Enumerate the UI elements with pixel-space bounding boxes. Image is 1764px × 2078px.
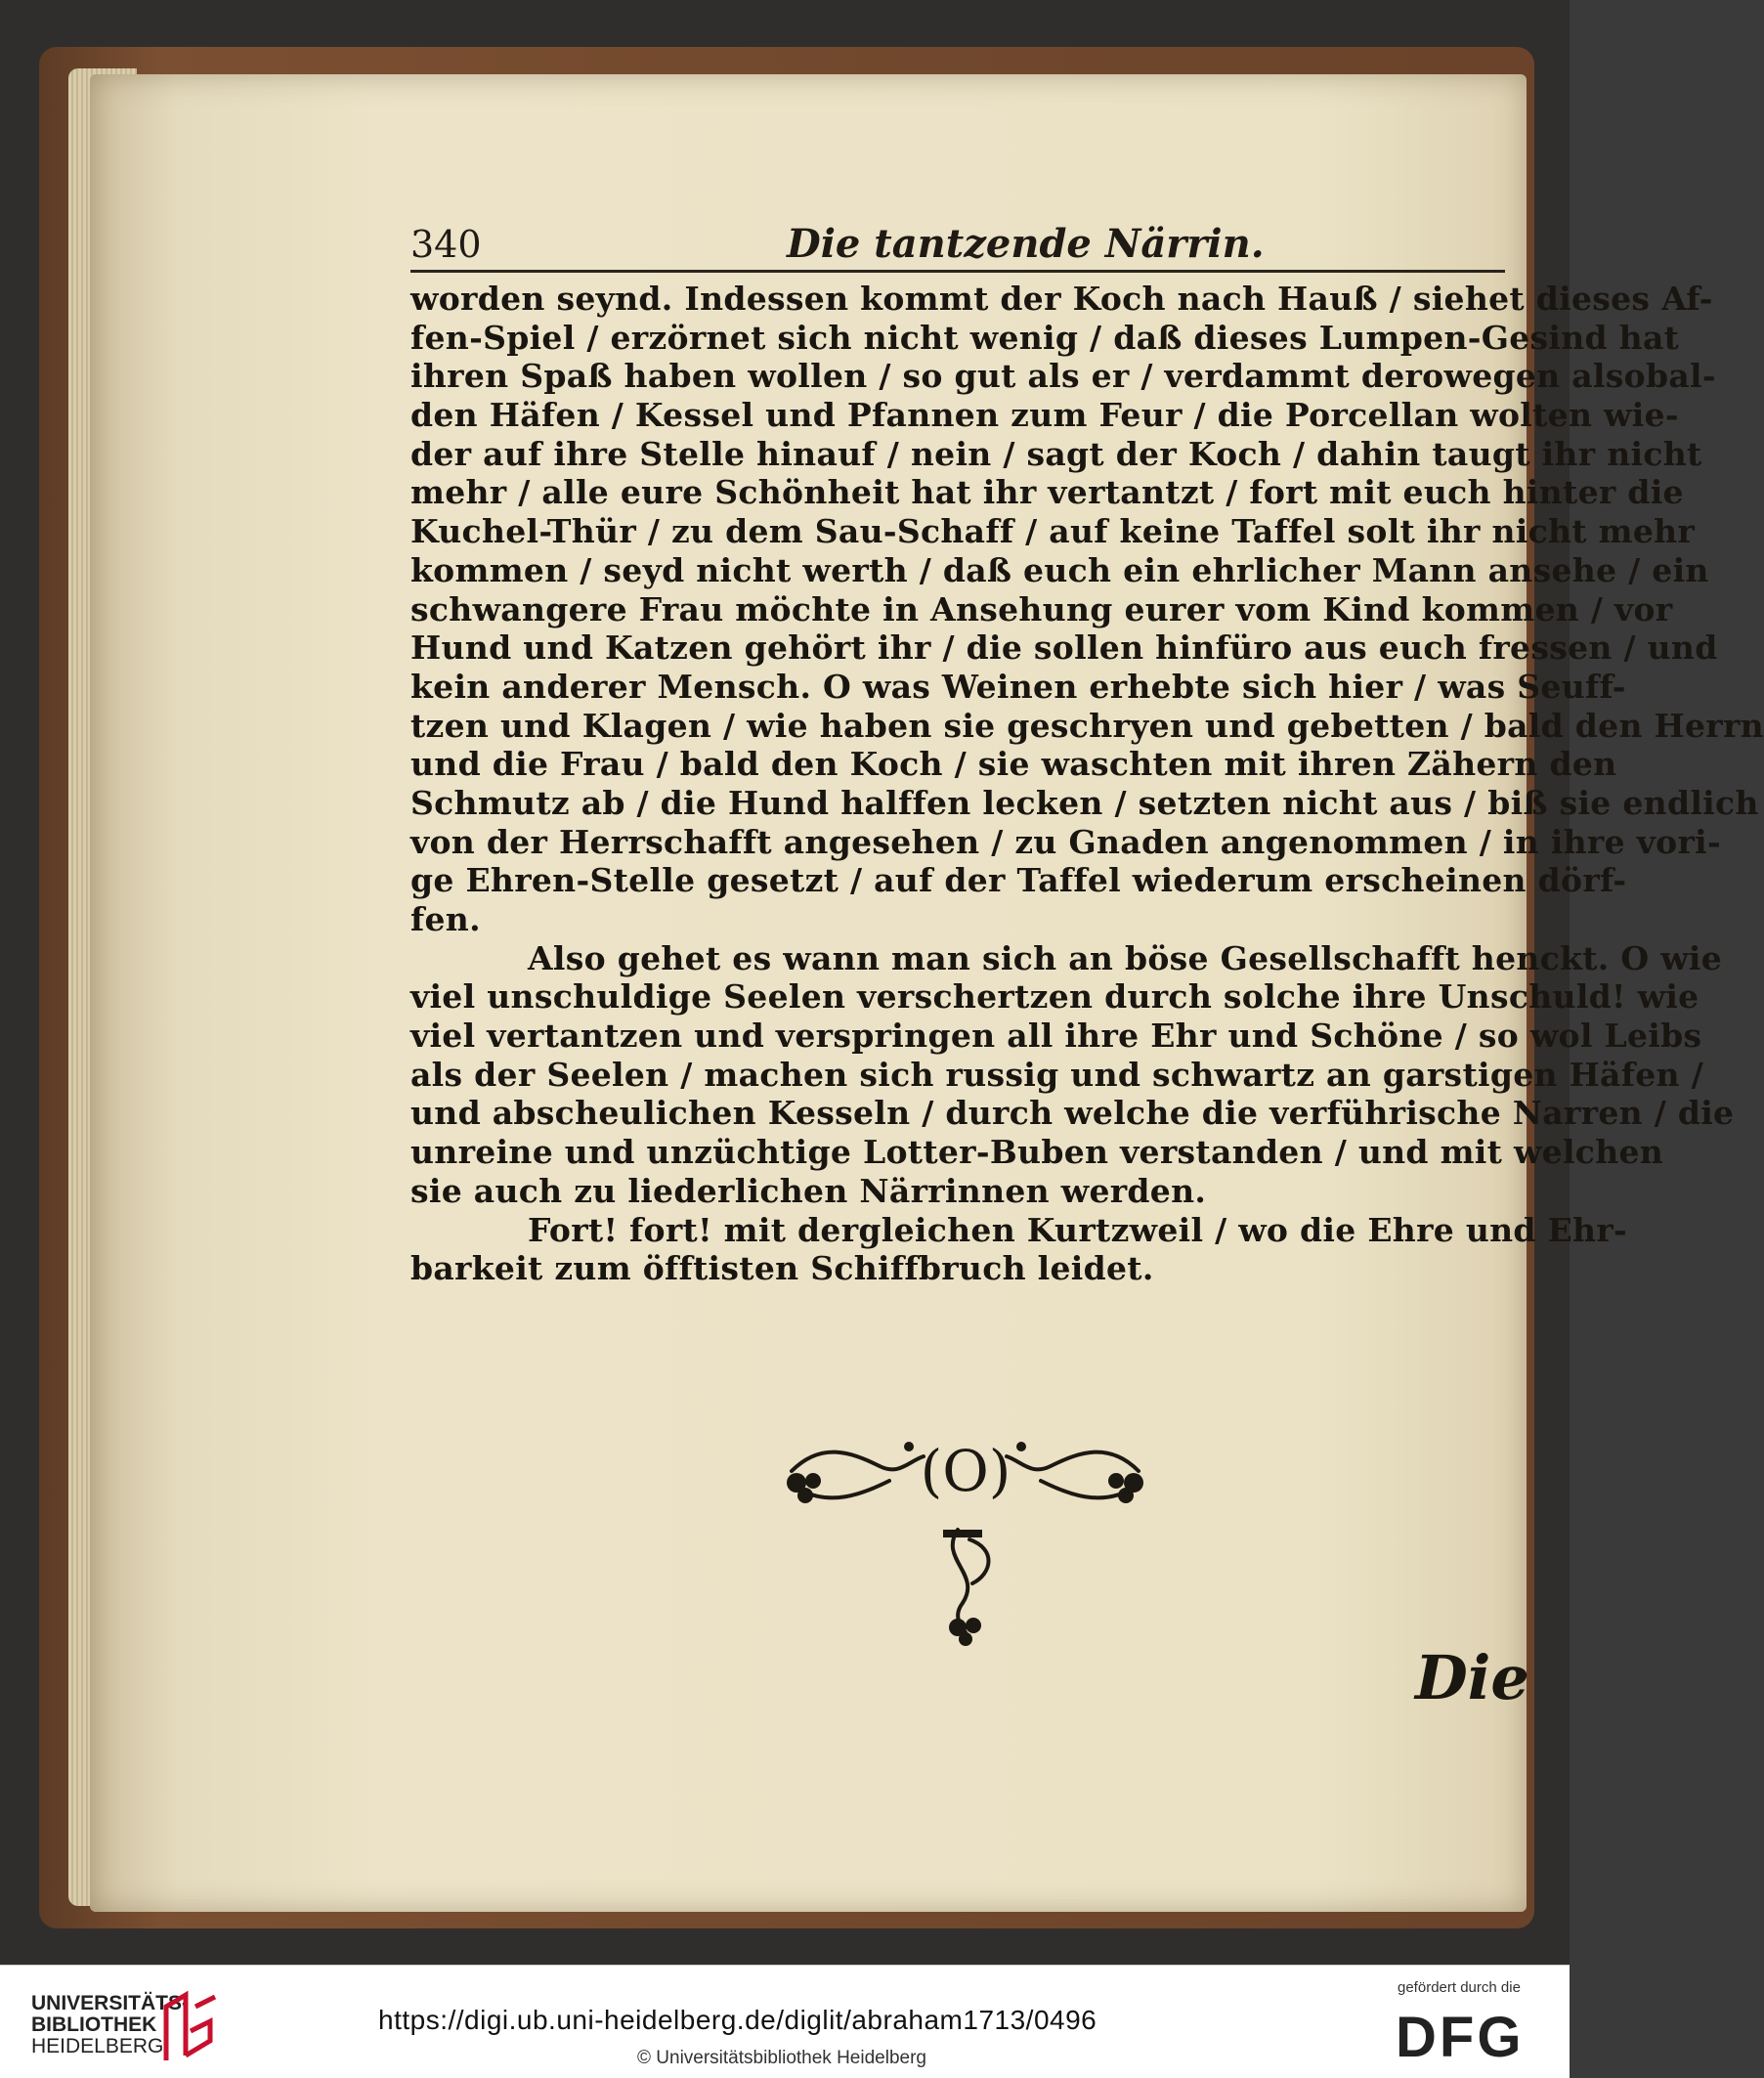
text-line: mehr / alle eure Schönheit hat ihr vertantzt / fort mit euch hinter die: [410, 473, 1684, 512]
text-line: worden seynd. Indessen kommt der Koch nach Hauß / siehet dieses Af-: [410, 280, 1713, 318]
page-number: 340: [410, 223, 482, 266]
running-title: Die tantzende Närrin.: [787, 221, 1265, 267]
text-line: und abscheulichen Kesseln / durch welche die verführische Narren / die: [410, 1094, 1735, 1133]
ornament-center: (O): [920, 1438, 1011, 1504]
text-line: viel vertantzen und verspringen all ihre Ehr und Schöne / so wol Leibs: [410, 1017, 1702, 1056]
text-line: fen-Spiel / erzörnet sich nicht wenig / daß dieses Lumpen-Gesind hat: [410, 318, 1680, 357]
text-line: kommen / seyd nicht werth / daß euch ein ehrlicher Mann ansehe / ein: [410, 550, 1709, 589]
ub-logo-icon: [156, 1987, 225, 2065]
text-line: Kuchel-Thür / zu dem Sau-Schaff / auf keine Taffel solt ihr nicht mehr: [410, 512, 1696, 551]
body-text: [410, 280, 1764, 1288]
floral-ornament: [762, 1412, 1173, 1647]
viewer-footer: [0, 1965, 1570, 2078]
text-line: barkeit zum öfftisten Schiffbruch leidet.: [410, 1249, 1154, 1288]
text-line: tzen und Klagen / wie haben sie geschryen und gebetten / bald den Herrn: [410, 706, 1764, 745]
logo-line: UNIVERSITÄTS-: [31, 1992, 190, 2014]
copyright-notice: © Universitätsbibliothek Heidelberg: [637, 2048, 926, 2068]
text-line: und die Frau / bald den Koch / sie waschten mit ihren Zähern den: [410, 745, 1617, 784]
logo-line: HEIDELBERG: [31, 2035, 164, 2057]
catchword: Die: [1415, 1642, 1529, 1713]
text-line: von der Herrschafft angesehen / zu Gnaden angenommen / in ihre vori-: [410, 822, 1722, 861]
text-line: unreine und unzüchtige Lotter-Buben verstanden / und mit welchen: [410, 1133, 1664, 1172]
dfg-logo[interactable]: DFG: [1396, 2006, 1525, 2069]
text-line: ge Ehren-Stelle gesetzt / auf der Taffel wiederum erscheinen dörf-: [410, 861, 1627, 900]
text-line: viel unschuldige Seelen verschertzen durch solche ihre Unschuld! wie: [410, 977, 1699, 1017]
text-line: der auf ihre Stelle hinauf / nein / sagt der Koch / dahin taugt ihr nicht: [410, 434, 1702, 473]
page-header: [410, 221, 1505, 273]
funding-label: gefördert durch die: [1398, 1979, 1521, 1996]
text-line: Fort! fort! mit dergleichen Kurtzweil / wo die Ehre und Ehr-: [528, 1210, 1628, 1249]
text-line: ihren Spaß haben wollen / so gut als er / verdammt derowegen alsobal-: [410, 357, 1716, 396]
text-line: als der Seelen / machen sich russig und schwartz an garstigen Häfen /: [410, 1055, 1703, 1094]
text-line: Hund und Katzen gehört ihr / die sollen hinfüro aus euch fressen / und: [410, 628, 1718, 668]
text-line: kein anderer Mensch. O was Weinen erhebte sich hier / was Seuff-: [410, 667, 1626, 706]
text-line: Also gehet es wann man sich an böse Gesellschafft henckt. O wie: [528, 938, 1723, 977]
text-line: sie auch zu liederlichen Närrinnen werden.: [410, 1171, 1207, 1210]
permalink[interactable]: https://digi.ub.uni-heidelberg.de/diglit/abraham1713/0496: [378, 2005, 1097, 2035]
text-line: fen.: [410, 900, 481, 938]
text-line: Schmutz ab / die Hund halffen lecken / setzten nicht aus / biß sie endlich: [410, 783, 1759, 822]
logo-line: BIBLIOTHEK: [31, 2013, 157, 2036]
text-line: den Häfen / Kessel und Pfannen zum Feur / die Porcellan wolten wie-: [410, 396, 1679, 435]
text-line: schwangere Frau möchte in Ansehung eurer vom Kind kommen / vor: [410, 589, 1673, 628]
